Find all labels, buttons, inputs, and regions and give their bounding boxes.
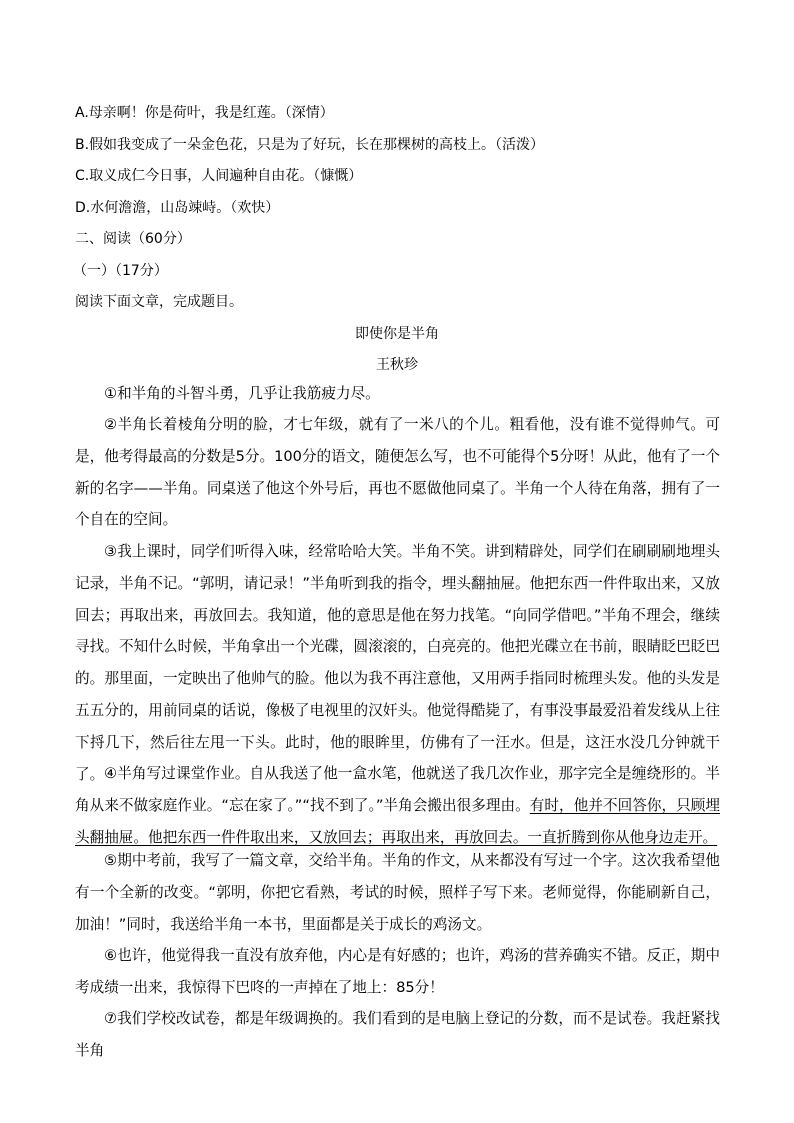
paragraph-4-text: ④半角写过课堂作业。自从我送了他一盒水笔，他就送了我几次作业，那字完全是缠绕形的。半角从来不做家庭作业。“忘在家了。”“找不到了。”半角会搬出很多理由。 bbox=[75, 765, 720, 814]
option-a: A.母亲啊！你是荷叶，我是红莲。（深情） bbox=[75, 105, 334, 121]
underlined-sentence: 有时，他并不回答你，只顾埋头翻抽屉。他把东西一件件取出来，又放回去；再取出来，再放回去。一直折腾到你从他身边走开。 bbox=[75, 796, 720, 846]
paragraph-1: ①和半角的斗智斗勇，几乎让我筋疲力尽。 bbox=[104, 385, 380, 402]
option-b: B.假如我变成了一朵金色花，只是为了好玩，长在那棵树的高枝上。（活泼） bbox=[75, 137, 545, 153]
reading-instruction: 阅读下面文章，完成题目。 bbox=[75, 294, 243, 310]
section-heading: 二、阅读（60分） bbox=[75, 231, 191, 247]
paragraph-7: ⑦我们学校改试卷，都是年级调换的。我们看到的是电脑上登记的分数，而不是试卷。我赶紧找半角 bbox=[75, 1010, 720, 1059]
option-d: D.水何澹澹，山岛竦峙。（欢快） bbox=[75, 200, 280, 216]
option-c: C.取义成仁今日事，人间遍种自由花。（慷慨） bbox=[75, 168, 363, 184]
paragraph-2: ②半角长着棱角分明的脸，才七年级，就有了一米八的个儿。粗看他，没有谁不觉得帅气。可是，他考得最高的分数是5分。100分的语文，随便怎么写，也不可能得个5分呀！从此，他有了一个新的名字——半角。同桌送了他这个外号后，再也不愿做他同桌了。半角一个人待在角落，拥有了一个自在的空间。 bbox=[75, 416, 720, 529]
paragraph-4 bbox=[75, 758, 720, 853]
paragraph-5: ⑤期中考前，我写了一篇文章，交给半角。半角的作文，从来都没有写过一个字。这次我希望他有一个全新的改变。“郭明，你把它看熟，考试的时候，照样子写下来。老师觉得，你能刷新自己，加油！”同时，我送给半角一本书，里面都是关于成长的鸡汤文。 bbox=[75, 852, 720, 933]
article-author: 王秋珍 bbox=[376, 357, 418, 373]
sub-section-heading: （一）（17分） bbox=[73, 263, 168, 279]
paragraph-6: ⑥也许，他觉得我一直没有放弃他，内心是有好感的；也许，鸡汤的营养确实不错。反正，期中考成绩一出来，我惊得下巴咚的一声掉在了地上：85分！ bbox=[75, 947, 720, 996]
article-title: 即使你是半角 bbox=[355, 326, 439, 342]
paragraph-3: ③我上课时，同学们听得入味，经常哈哈大笑。半角不笑。讲到精辟处，同学们在刷刷刷地埋头记录，半角不记。“郭明，请记录！”半角听到我的指令，埋头翻抽屉。他把东西一件件取出来，又放回去；再取出来，再放回去。我知道，他的意思是他在努力找笔。“向同学借吧。”半角不理会，继续寻找。不知什么时候，半角拿出一个光碟，圆滚滚的，白亮亮的。他把光碟立在书前，眼睛眨巴眨巴的。那里面，一定映出了他帅气的脸。他以为我不再注意他，又用两手指同时梳理头发。他的头发是五五分的，用前同桌的话说，像极了电视里的汉奸头。他觉得酷毙了，有事没事最爱沿着发线从上往下捋几下，然后往左甩一下头。此时，他的眼眸里，仿佛有了一汪水。但是，这汪水没几分钟就干了。 bbox=[75, 543, 720, 783]
